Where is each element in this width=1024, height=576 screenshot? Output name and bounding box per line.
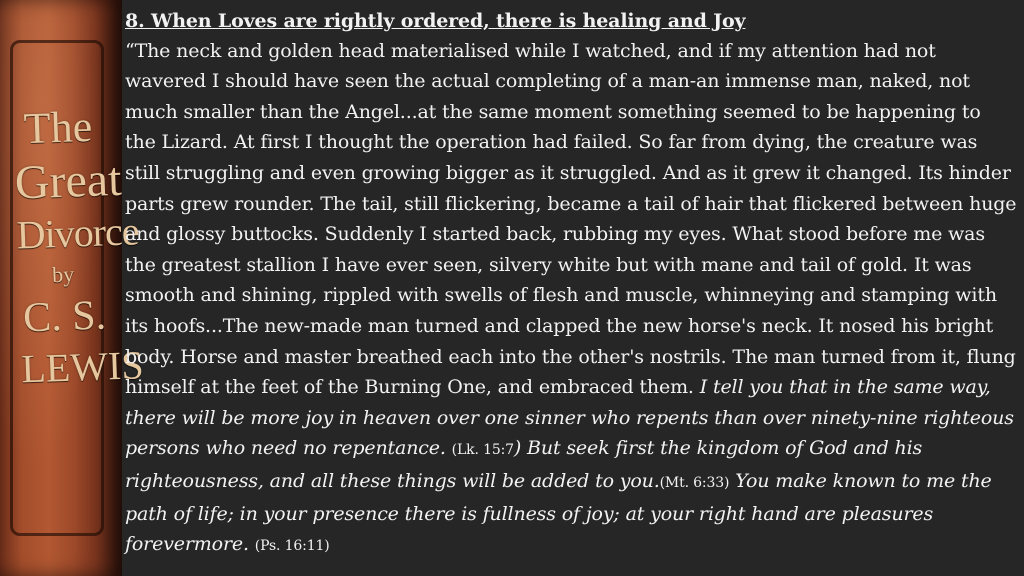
- spine-line: C. S.: [22, 292, 107, 342]
- scripture-text: ) But seek first the kingdom of God and his righteousness, and all these things will be added to you.: [125, 437, 923, 492]
- quote-text: “The neck and golden head materialised while I watched, and if my attention had not wavered I should have seen the actual completing of a man-an immense man, naked, not much smaller than the Angel...at the same moment something seemed to be happening to the Lizard. At first I thought the operation had failed. So far from dying, the creature was still struggling and even growing bigger as it struggled. And as it grew it changed. Its hinder parts grew rounder. The tail, still flickering, became a tail of hair that flickered between huge and glossy buttocks. Suddenly I started back, rubbing my eyes. What stood before me was the greatest stallion I have ever seen, silvery white but with mane and tail of gold. It was smooth and shining, rippled with swells of flesh and muscle, whinneying and stamping with its hoofs...The new-made man turned and clapped the new horse's neck. It nosed his bright body. Horse and master breathed each into the other's nostrils. The man turned from it, flung himself at the feet of the Burning One, and embraced them.: [125, 39, 1017, 399]
- scripture-reference: (Ps. 16:11): [254, 538, 330, 555]
- slide-heading: 8. When Loves are rightly ordered, there is healing and Joy: [125, 10, 746, 32]
- spine-line: Divorce: [15, 208, 140, 258]
- spine-title: [12, 98, 145, 392]
- slide-body: [125, 6, 1017, 562]
- scripture-text: I tell you that in the same way, there will be more joy in heaven over one sinner who repents than over ninety-nine righteous persons who need no repentance.: [125, 376, 1014, 460]
- book-spine-image: [0, 0, 145, 576]
- scripture-reference: (Lk. 15:7: [451, 442, 514, 459]
- spine-line: Great: [13, 152, 123, 210]
- spine-line: LEWIS: [20, 342, 145, 392]
- scripture-text: You make known to me the path of life; in your presence there is fullness of joy; at your right hand are pleasures forevermore.: [125, 469, 992, 556]
- scripture-reference: (Mt. 6:33): [659, 474, 730, 491]
- spine-line: by: [51, 261, 75, 288]
- spine-line: The: [22, 101, 93, 154]
